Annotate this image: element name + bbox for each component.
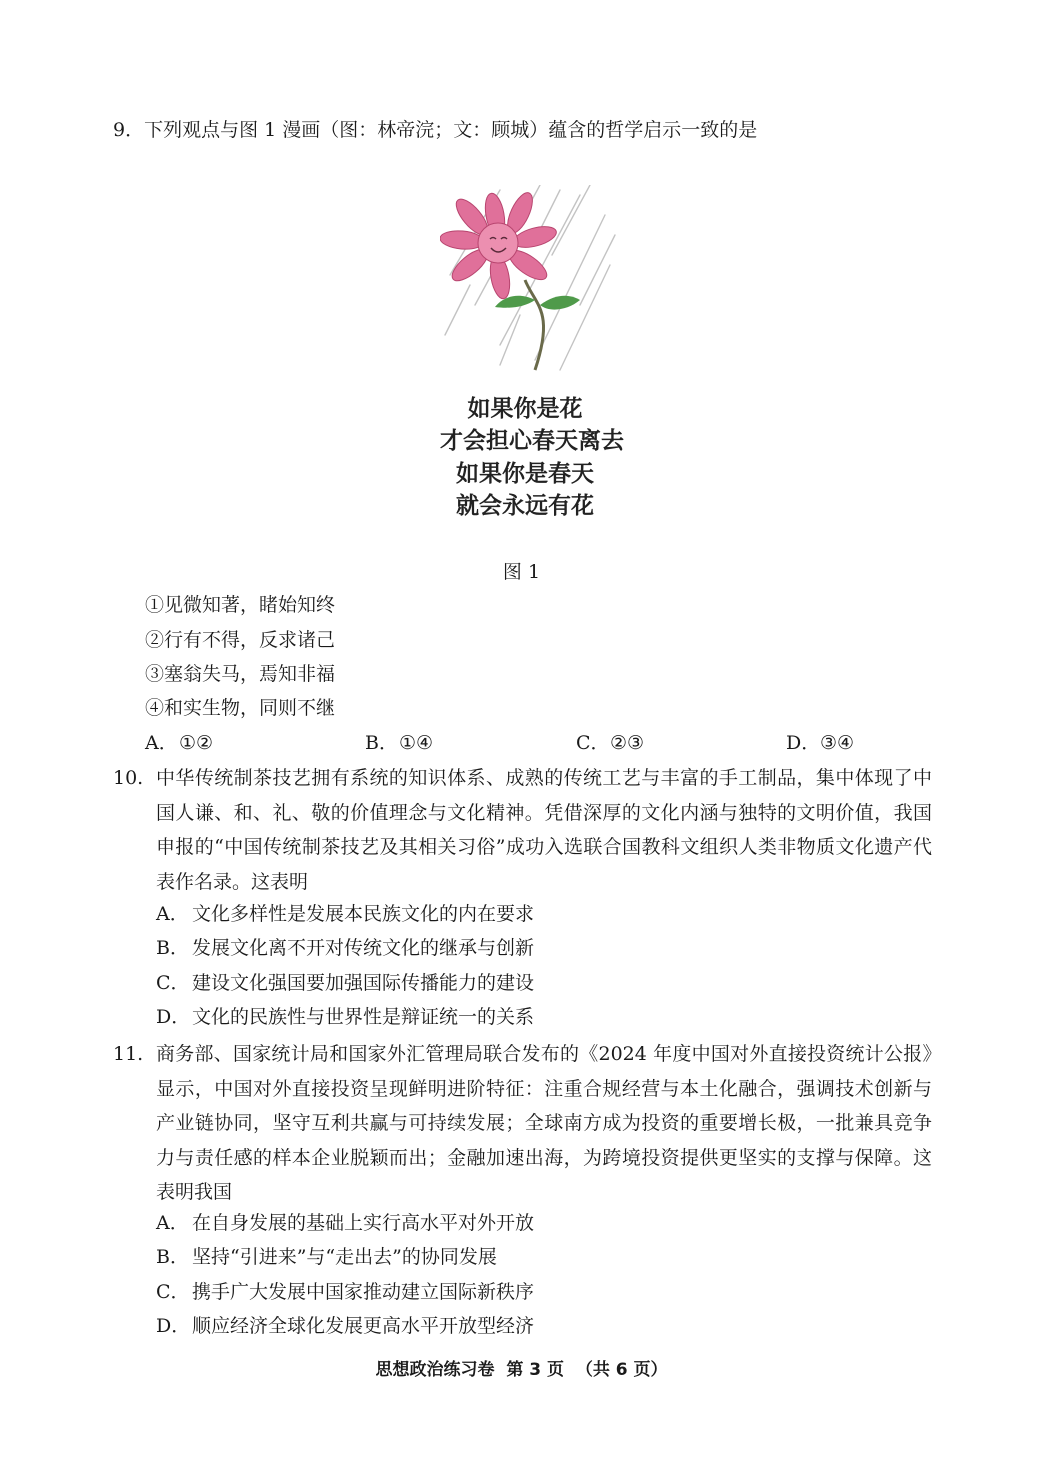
poem-line-3: 如果你是春天 [456,461,594,487]
question-10-number: 10. [113,767,144,789]
page-footer: 思想政治练习卷 第 3 页 （共 6 页） [375,1360,668,1380]
flower-in-rain-illustration [440,185,620,375]
q11-option-b[interactable]: B． 坚持“引进来”与“走出去”的协同发展 [156,1246,497,1268]
choice-d[interactable]: D．③④ [786,732,855,754]
q11-option-c[interactable]: C． 携手广大发展中国家推动建立国际新秩序 [156,1281,535,1303]
flower-face [478,223,518,263]
statement-3: ③塞翁失马，焉知非福 [145,663,336,685]
question-number: 9． [113,119,145,141]
statement-1: ①见微知著，睹始知终 [145,594,336,616]
choice-a[interactable]: A．①② [145,732,214,754]
q11-option-a[interactable]: A． 在自身发展的基础上实行高水平对外开放 [156,1212,535,1234]
choice-b[interactable]: B．①④ [365,732,434,754]
figure-caption: 图 1 [502,561,541,583]
statement-2: ②行有不得，反求诸己 [145,629,336,651]
poem-line-4: 就会永远有花 [456,493,594,519]
q10-option-d[interactable]: D．文化的民族性与世界性是辩证统一的关系 [156,1006,535,1028]
question-11-stem: 商务部、国家统计局和国家外汇管理局联合发布的《2024 年度中国对外直接投资统计公报》显示，中国对外直接投资呈现鲜明进阶特征：注重合规经营与本土化融合，强调技术创新与产业链协同，坚守互利共赢与可持续发展；全球南方成为投资的重要增长极，一批兼具竞争力与责任感的样本企业脱颖而出；金融加速出海，为跨境投资提供更坚实的支撑与保障。这表明我国 [156,1043,932,1203]
poem-line-2: 才会担心春天离去 [440,428,624,454]
q11-option-d[interactable]: D．顺应经济全球化发展更高水平开放型经济 [156,1315,535,1337]
choice-c[interactable]: C．②③ [576,732,645,754]
statement-4: ④和实生物，同则不继 [145,697,336,719]
cartoon-figure [440,185,620,375]
question-9-stem [113,121,757,140]
q10-option-a[interactable]: A． 文化多样性是发展本民族文化的内在要求 [156,903,535,925]
q10-option-c[interactable]: C． 建设文化强国要加强国际传播能力的建设 [156,972,535,994]
q10-option-b[interactable]: B． 发展文化离不开对传统文化的继承与创新 [156,937,535,959]
question-text: 下列观点与图 1 漫画（图：林帝浣；文：顾城）蕴含的哲学启示一致的是 [144,119,758,141]
leaf-right [540,296,580,310]
question-10-stem: 中华传统制茶技艺拥有系统的知识体系、成熟的传统工艺与丰富的手工制品，集中体现了中国人谦、和、礼、敬的价值理念与文化精神。凭借深厚的文化内涵与独特的文明价值，我国申报的“中国传统制茶技艺及其相关习俗”成功入选联合国教科文组织人类非物质文化遗产代表作名录。这表明 [156,767,932,893]
question-11-number: 11. [113,1043,144,1065]
poem-line-1: 如果你是花 [467,396,583,422]
